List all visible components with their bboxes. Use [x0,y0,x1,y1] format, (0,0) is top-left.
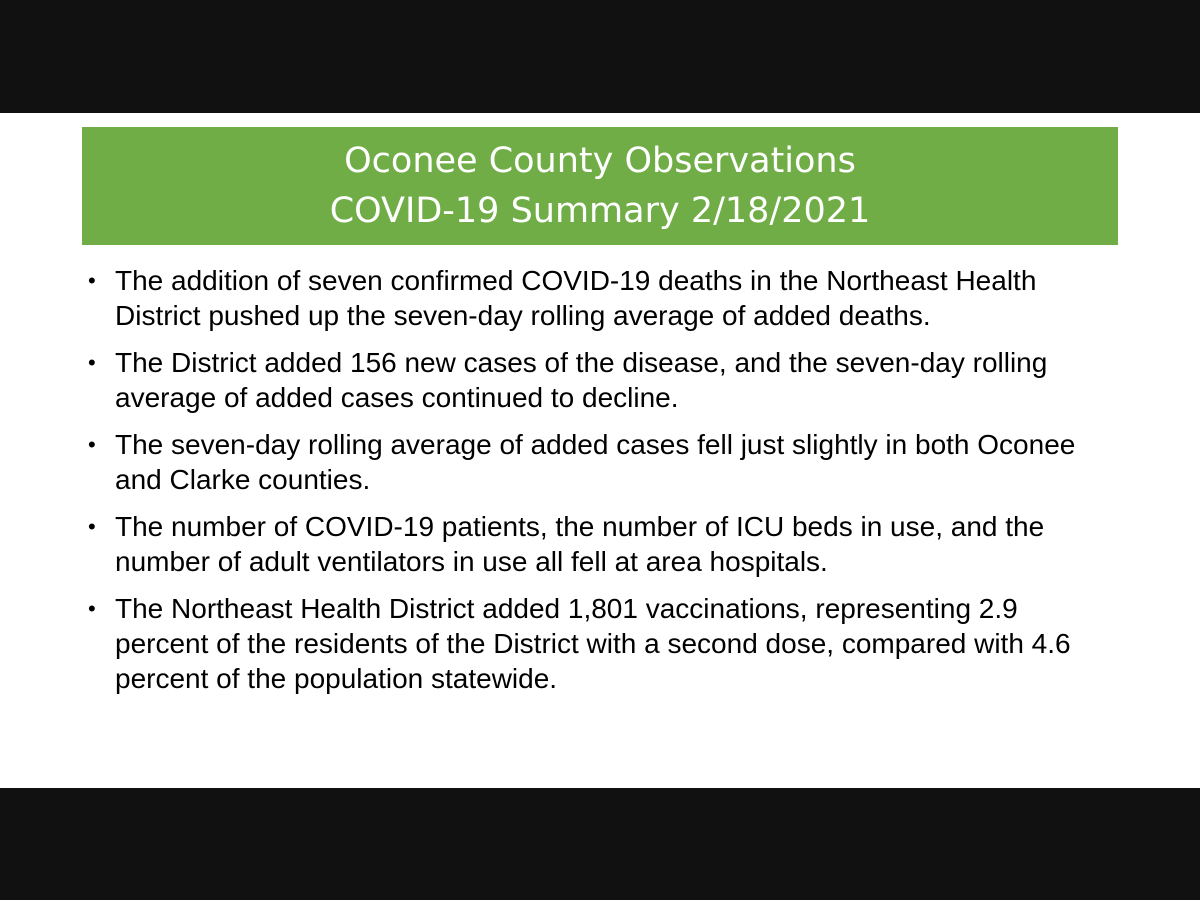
bullet-icon: • [88,268,96,293]
title-line-1: Oconee County Observations [344,141,856,181]
bullet-text: The Northeast Health District added 1,801 vaccinations, representing 2.9 percent of the residents of the District with a second dose, compared with 4.6 percent of the population statewide. [115,593,1071,694]
bullet-icon: • [88,514,96,539]
bullet-icon: • [88,596,96,621]
title-line-2: COVID-19 Summary 2/18/2021 [329,191,871,231]
bullet-icon: • [88,350,96,375]
bullet-text: The seven-day rolling average of added cases fell just slightly in both Oconee and Clarke counties. [115,429,1076,495]
bullet-list [88,263,1108,708]
bullet-text: The number of COVID-19 patients, the number of ICU beds in use, and the number of adult ventilators in use all fell at area hospitals. [115,511,1045,577]
bullet-item [88,509,1108,579]
bullet-item [88,427,1108,497]
bullet-item [88,591,1108,696]
bullet-icon: • [88,432,96,457]
bullet-item [88,263,1108,333]
bullet-text: The addition of seven confirmed COVID-19 deaths in the Northeast Health District pushed up the seven-day rolling average of added deaths. [115,265,1037,331]
bullet-item [88,345,1108,415]
bullet-text: The District added 156 new cases of the disease, and the seven-day rolling average of added cases continued to decline. [115,347,1048,413]
title-banner [82,127,1118,245]
slide [0,113,1200,788]
